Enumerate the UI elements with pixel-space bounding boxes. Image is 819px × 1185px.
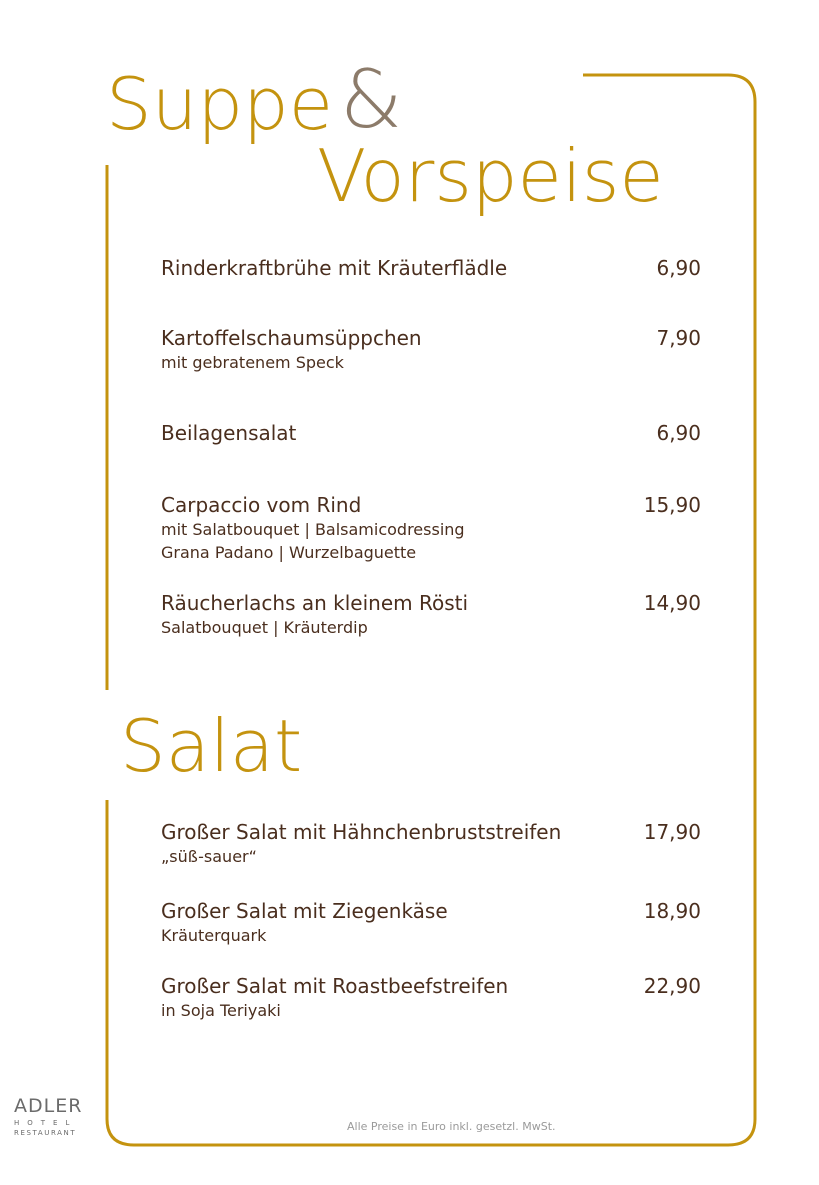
menu-item <box>161 255 701 281</box>
menu-item-description: in Soja Teriyaki <box>161 1001 281 1020</box>
menu-item-description: Salatbouquet | Kräuterdip <box>161 618 368 637</box>
menu-item-price: 6,90 <box>656 256 701 280</box>
menu-item <box>161 590 701 639</box>
menu-item-price: 14,90 <box>643 591 701 615</box>
menu-item <box>161 819 701 868</box>
logo-line-adler: ADLER <box>14 1095 83 1117</box>
menu-item-description: Grana Padano | Wurzelbaguette <box>161 543 417 562</box>
menu-item-name: Carpaccio vom Rind <box>161 493 362 517</box>
section-title-salat: Salat <box>120 704 303 788</box>
menu-item-name: Großer Salat mit Roastbeefstreifen <box>161 974 509 998</box>
section-title-vorspeise: Vorspeise <box>317 134 664 218</box>
section-title-suppe: Suppe <box>106 62 334 146</box>
adler-logo <box>14 1096 94 1138</box>
menu-item-price: 22,90 <box>643 974 701 998</box>
logo-line-restaurant: RESTAURANT <box>14 1129 77 1137</box>
menu-item-name: Rinderkraftbrühe mit Kräuterflädle <box>161 256 508 280</box>
menu-item-name: Kartoffelschaumsüppchen <box>161 326 422 350</box>
menu-item <box>161 898 701 947</box>
menu-item-price: 6,90 <box>656 421 701 445</box>
price-disclaimer: Alle Preise in Euro inkl. gesetzl. MwSt. <box>347 1120 556 1133</box>
menu-item <box>161 420 701 446</box>
menu-item-name: Räucherlachs an kleinem Rösti <box>161 591 469 615</box>
menu-item-description: mit gebratenem Speck <box>161 353 344 372</box>
menu-item-description: mit Salatbouquet | Balsamicodressing <box>161 520 465 539</box>
menu-item <box>161 492 701 564</box>
menu-item-price: 7,90 <box>656 326 701 350</box>
menu-item-description: „süß-sauer“ <box>161 847 257 866</box>
menu-item <box>161 325 701 374</box>
menu-item <box>161 973 701 1022</box>
logo-line-hotel: HOTEL <box>14 1119 78 1127</box>
menu-item-price: 17,90 <box>643 820 701 844</box>
menu-item-name: Großer Salat mit Ziegenkäse <box>161 899 448 923</box>
menu-item-price: 15,90 <box>643 493 701 517</box>
ampersand-glyph: & <box>340 53 403 146</box>
menu-item-name: Großer Salat mit Hähnchenbruststreifen <box>161 820 562 844</box>
menu-item-name: Beilagensalat <box>161 421 297 445</box>
menu-item-description: Kräuterquark <box>161 926 267 945</box>
menu-item-price: 18,90 <box>643 899 701 923</box>
